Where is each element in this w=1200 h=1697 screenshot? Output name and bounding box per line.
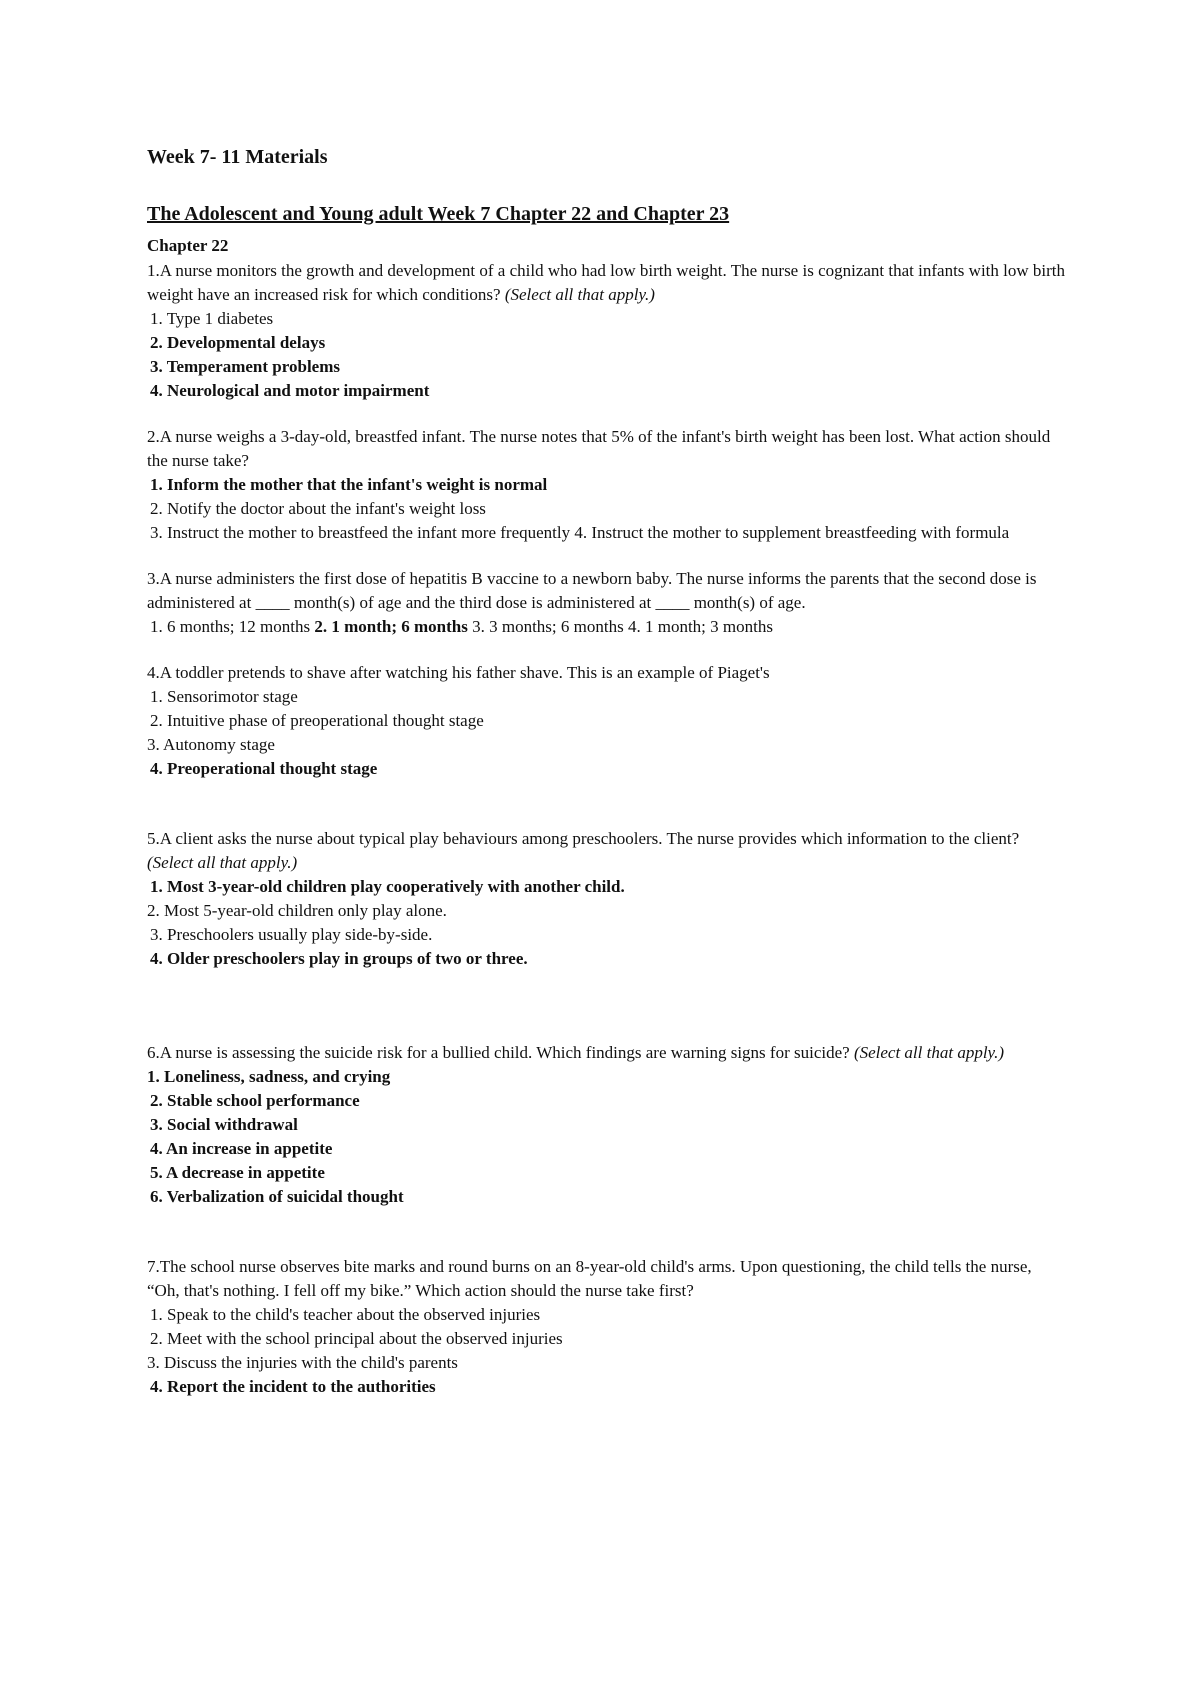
- question-3: [147, 567, 1067, 639]
- question-5: [147, 827, 1067, 971]
- question-1: [147, 259, 1067, 403]
- option-correct: 3. Temperament problems: [150, 357, 340, 376]
- option-correct: 1. Loneliness, sadness, and crying: [147, 1067, 391, 1086]
- option: 1. Speak to the child's teacher about the observed injuries: [150, 1305, 541, 1324]
- question-stem: 7.The school nurse observes bite marks and round burns on an 8-year-old child's arms. Upon questioning, the child tells the nurse, “Oh, that's nothing. I fell off my bike.” Which action should the nurse take first?: [147, 1257, 1032, 1300]
- option: 1. Type 1 diabetes: [150, 309, 274, 328]
- question-stem: 4.A toddler pretends to shave after watching his father shave. This is an example of Piaget's: [147, 663, 770, 682]
- question-stem: 2.A nurse weighs a 3-day-old, breastfed infant. The nurse notes that 5% of the infant's birth weight has been lost. What action should the nurse take?: [147, 427, 1051, 470]
- option-correct: 4. Report the incident to the authorities: [150, 1377, 436, 1396]
- option-correct: 4. Neurological and motor impairment: [150, 381, 430, 400]
- option: 4. 1 month; 3 months: [627, 617, 773, 636]
- option: 1. Sensorimotor stage: [150, 687, 298, 706]
- select-all-note: (Select all that apply.): [147, 853, 298, 872]
- select-all-note: (Select all that apply.): [853, 1043, 1005, 1062]
- inline-options: [147, 615, 1067, 639]
- question-6: [147, 1041, 1067, 1209]
- question-2: [147, 425, 1067, 545]
- document-title: Week 7- 11 Materials: [147, 146, 328, 168]
- question-stem: 5.A client asks the nurse about typical play behaviours among preschoolers. The nurse provides which information to the client? (Select all that apply.): [147, 829, 1020, 872]
- option-correct: 1. Most 3-year-old children play cooperatively with another child.: [150, 877, 625, 896]
- option: 1. 6 months; 12 months: [150, 617, 311, 636]
- option-correct: 5. A decrease in appetite: [150, 1163, 325, 1182]
- option: 3. Autonomy stage: [147, 735, 275, 754]
- option: 3. Instruct the mother to breastfeed the infant more frequently 4. Instruct the mother to supplement breastfeeding with formula: [150, 523, 1010, 542]
- question-stem: 6.A nurse is assessing the suicide risk for a bullied child. Which findings are warning signs for suicide? (Select all that apply.): [147, 1043, 1005, 1062]
- option: 2. Intuitive phase of preoperational thought stage: [150, 711, 484, 730]
- option-correct: 6. Verbalization of suicidal thought: [150, 1187, 404, 1206]
- option-correct: 4. Older preschoolers play in groups of two or three.: [150, 949, 528, 968]
- option-correct: 3. Social withdrawal: [150, 1115, 298, 1134]
- document-body: [147, 146, 1067, 1399]
- question-4: [147, 661, 1067, 781]
- option: 3. 3 months; 6 months: [472, 617, 624, 636]
- option-correct: 4. Preoperational thought stage: [150, 759, 378, 778]
- section-title: The Adolescent and Young adult Week 7 Chapter 22 and Chapter 23: [147, 203, 730, 225]
- option: 3. Discuss the injuries with the child's parents: [147, 1353, 458, 1372]
- option-correct: 2. Stable school performance: [150, 1091, 360, 1110]
- option: 2. Meet with the school principal about the observed injuries: [150, 1329, 563, 1348]
- chapter-label: Chapter 22: [147, 236, 229, 255]
- question-7: [147, 1255, 1067, 1399]
- option: 2. Notify the doctor about the infant's weight loss: [150, 499, 486, 518]
- question-stem: 3.A nurse administers the first dose of hepatitis B vaccine to a newborn baby. The nurse informs the parents that the second dose is administered at ____ month(s) of age and the third dose is administered at ____ month(s) of age.: [147, 569, 1037, 612]
- option-correct: 2. 1 month; 6 months: [314, 617, 468, 636]
- select-all-note: (Select all that apply.): [504, 285, 655, 304]
- option: 3. Preschoolers usually play side-by-side.: [150, 925, 433, 944]
- option: 2. Most 5-year-old children only play alone.: [147, 901, 447, 920]
- question-stem: 1.A nurse monitors the growth and development of a child who had low birth weight. The nurse is cognizant that infants with low birth weight have an increased risk for which conditions? (Select all that apply.): [147, 261, 1065, 304]
- option-correct: 4. An increase in appetite: [150, 1139, 333, 1158]
- option-correct: 2. Developmental delays: [150, 333, 326, 352]
- option-correct: 1. Inform the mother that the infant's weight is normal: [150, 475, 548, 494]
